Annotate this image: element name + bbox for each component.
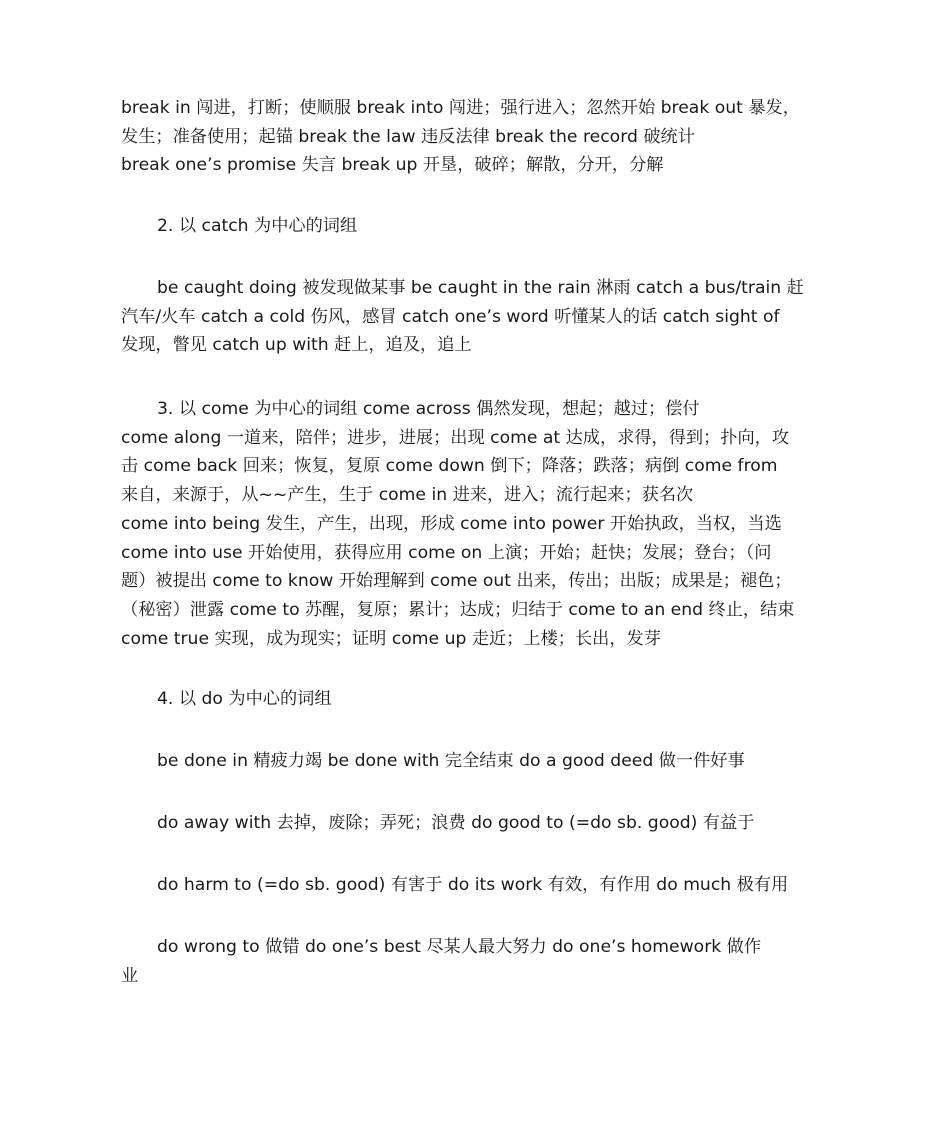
text-line: 4. 以 do 为中心的词组 bbox=[157, 689, 332, 709]
paragraph-do-phrases-2 bbox=[121, 809, 833, 838]
paragraph-break-phrases bbox=[121, 94, 833, 180]
text-line: 3. 以 come 为中心的词组 come across 偶然发现，想起；越过；偿付 bbox=[157, 399, 700, 419]
text-line: be caught doing 被发现做某事 be caught in the rain 淋雨 catch a bus/train 赶 bbox=[157, 278, 804, 298]
text-line: 发生；准备使用；起锚 break the law 违反法律 break the record 破统计 bbox=[121, 126, 695, 147]
text-line: 业 bbox=[121, 965, 139, 986]
text-line: come into being 发生，产生，出现，形成 come into power 开始执政，当权，当选 bbox=[121, 513, 782, 534]
text-line: do wrong to 做错 do one’s best 尽某人最大努力 do one’s homework 做作 bbox=[157, 937, 762, 957]
text-line: 发现，瞥见 catch up with 赶上，追及，追上 bbox=[121, 335, 472, 356]
text-line: be done in 精疲力竭 be done with 完全结束 do a good deed 做一件好事 bbox=[157, 751, 745, 771]
paragraph-catch-phrases bbox=[121, 274, 833, 360]
text-line: break in 闯进，打断；使顺服 break into 闯进；强行进入；忽然开始 break out 暴发， bbox=[121, 98, 800, 118]
text-line: 题）被提出 come to know 开始理解到 come out 出来，传出；出版；成果是；褪色； bbox=[121, 571, 792, 592]
text-line: do harm to (=do sb. good) 有害于 do its work 有效，有作用 do much 极有用 bbox=[157, 875, 789, 895]
heading-do-phrases bbox=[121, 685, 833, 714]
paragraph-do-phrases-1 bbox=[121, 747, 833, 776]
text-line: come into use 开始使用，获得应用 come on 上演；开始；赶快；发展；登台；（问 bbox=[121, 542, 772, 563]
text-line: 汽车/火车 catch a cold 伤风，感冒 catch one’s word 听懂某人的话 catch sight of bbox=[121, 306, 780, 327]
paragraph-do-phrases-3 bbox=[121, 871, 833, 900]
text-line: （秘密）泄露 come to 苏醒，复原；累计；达成；归结于 come to an end 终止，结束 bbox=[121, 599, 795, 620]
text-line: 来自，来源于，从~~产生，生于 come in 进来，进入；流行起来；获名次 bbox=[121, 485, 694, 506]
paragraph-do-phrases-4 bbox=[121, 933, 833, 990]
heading-catch-phrases bbox=[121, 212, 833, 241]
text-line: do away with 去掉，废除；弄死；浪费 do good to (=do sb. good) 有益于 bbox=[157, 813, 755, 833]
text-line: break one’s promise 失言 break up 开垦，破碎；解散，分开，分解 bbox=[121, 155, 664, 176]
text-line: come true 实现，成为现实；证明 come up 走近；上楼；长出，发芽 bbox=[121, 628, 661, 649]
paragraph-come-phrases bbox=[121, 395, 833, 653]
text-line: come along 一道来，陪伴；进步，进展；出现 come at 达成，求得，得到；扑向，攻 bbox=[121, 427, 790, 448]
text-line: 2. 以 catch 为中心的词组 bbox=[157, 216, 358, 236]
text-line: 击 come back 回来；恢复，复原 come down 倒下；降落；跌落；病倒 come from bbox=[121, 456, 778, 477]
